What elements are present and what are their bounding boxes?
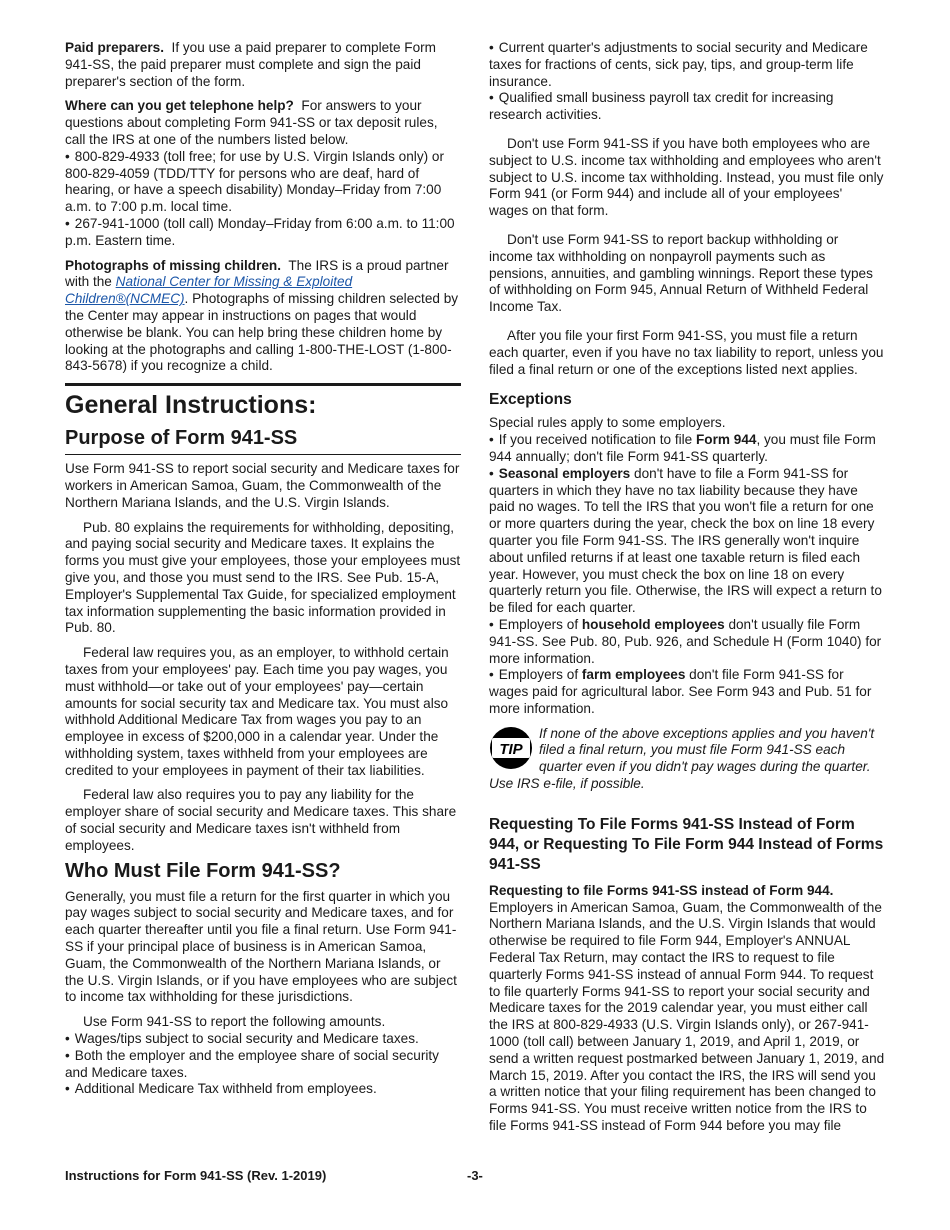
- left-column: [65, 40, 461, 1098]
- exception-bold: household employees: [581, 616, 725, 632]
- requesting-paragraph: [489, 883, 885, 1135]
- phone-help-paragraph: [65, 98, 461, 148]
- missing-children-pre: The IRS is a proud partner with the: [65, 257, 449, 290]
- exception-text: Employers of: [498, 616, 579, 632]
- missing-children-paragraph: [65, 258, 461, 376]
- purpose-paragraph: Pub. 80 explains the requirements for withholding, depositing, and paying social security and Medicare taxes. It explains the forms you must give your employees, those your employees must give you, and those you must send to the IRS. See Pub. 15-A, Employer's Supplemental Tax Guide, for specialized employment tax information supplementing the basic information provided in Pub. 80.: [65, 519, 461, 636]
- paid-preparers-paragraph: [65, 40, 461, 90]
- general-instructions-heading: General Instructions:: [65, 383, 461, 420]
- right-column: [489, 40, 885, 1143]
- body-paragraph: After you file your first Form 941-SS, you must file a return each quarter, even if you have no tax liability to report, unless you filed a final return or one of the exceptions listed next applies.: [489, 327, 884, 377]
- amount-bullet: • Additional Medicare Tax withheld from employees.: [65, 1081, 461, 1098]
- exception-bold: farm employees: [581, 667, 686, 683]
- tip-label: TIP: [499, 740, 523, 758]
- page-footer: [65, 1168, 885, 1183]
- tip-icon: [489, 726, 533, 770]
- who-must-file-heading: Who Must File Form 941-SS?: [65, 859, 341, 882]
- ncmec-link[interactable]: National Center for Missing & Exploited Children®(NCMEC): [65, 274, 353, 307]
- requesting-text: Employers in American Samoa, Guam, the Commonwealth of the Northern Mariana Islands, and the U.S. Virgin Islands that would otherwise be required to file Form 944, Employer's ANNUAL Federal Tax Return, may contact the IRS to request to file quarterly Forms 941-SS instead of annual Form 944. To request to file quarterly Forms 941-SS to report your social security and Medicare taxes for the 2019 calendar year, you must either call the IRS at 800-829-4933 (U.S. Virgin Islands only), or 267-941-1000 (toll call) between January 1, 2019, and April 1, 2019, or send a written request postmarked between January 1, 2019, and March 15, 2019. After you contact the IRS, the IRS will send you a written notice that your filing requirement has been changed to Forms 941-SS. You must receive written notice from the IRS to file Forms 941-SS instead of Form 944 before you may file: [489, 899, 885, 1134]
- exception-bullet: [489, 466, 885, 617]
- exception-text: don't usually file Form 941-SS. See Pub. 80, Pub. 926, and Schedule H (Form 1040) for more information.: [489, 616, 882, 666]
- footer-doc-title: Instructions for Form 941-SS (Rev. 1-2019): [65, 1168, 327, 1183]
- tip-text: If none of the above exceptions applies and you haven't filed a final return, you must file Form 941-SS each quarter even if you didn't pay wages during the quarter. Use IRS e-file, if possible.: [489, 725, 875, 792]
- missing-children-post: . Photographs of missing children selected by the Center may appear in instructions on pages that would otherwise be blank. You can help bring these children home by looking at the photographs and calling 1-800-THE-LOST (1-800-843-5678) if you recognize a child.: [65, 291, 459, 374]
- amount-bullet: • Both the employer and the employee share of social security and Medicare taxes.: [65, 1048, 461, 1082]
- exception-bullet: [489, 617, 885, 667]
- paid-preparers-text: If you use a paid preparer to complete Form 941-SS, the paid preparer must complete and sign the paid preparer's section of the form.: [65, 40, 437, 89]
- missing-children-title: Photographs of missing children.: [65, 257, 282, 273]
- phone-bullet: • 267-941-1000 (toll call) Monday–Friday from 6:00 a.m. to 11:00 p.m. Eastern time.: [65, 216, 461, 250]
- paid-preparers-title: Paid preparers.: [65, 40, 164, 55]
- requesting-subheading: Requesting to file Forms 941-SS instead of Form 944.: [489, 882, 834, 898]
- exception-bullet: [489, 667, 885, 717]
- phone-bullet: • 800-829-4933 (toll free; for use by U.S. Virgin Islands only) or 800-829-4059 (TDD/TTY for persons who are deaf, hard of hearing, or have a speech disability) Monday–Friday from 7:00 a.m. to 7:00 p.m. local time.: [65, 149, 461, 216]
- exception-text: don't have to file a Form 941-SS for quarters in which they have no tax liability because they have paid no wages. To tell the IRS that you won't file a return for one or more quarters during the year, check the box on line 18 every quarter you file Form 941-SS. The IRS generally won't inquire about unfiled returns if at least one taxable return is filed each year. However, you must check the box on line 18 on every quarterly return you file. Otherwise, the IRS will expect a return to be filed for each quarter.: [489, 465, 882, 616]
- phone-help-title: Where can you get telephone help?: [65, 98, 294, 114]
- amount-bullet: • Qualified small business payroll tax credit for increasing research activities.: [489, 90, 885, 124]
- exception-bold: Seasonal employers: [498, 465, 631, 481]
- exception-bold: Form 944: [696, 432, 757, 448]
- purpose-heading: Purpose of Form 941-SS: [65, 426, 461, 455]
- exception-text: If you received notification to file: [498, 432, 693, 448]
- amount-bullet: • Wages/tips subject to social security and Medicare taxes.: [65, 1031, 461, 1048]
- page-number: -3-: [467, 1168, 483, 1183]
- who-paragraph: Generally, you must file a return for the first quarter in which you pay wages subject to social security and Medicare taxes, and for each quarter thereafter until you file a final return. Use Form 941-SS if your principal place of business is in American Samoa, Guam, the Commonwealth of the Northern Mariana Islands, or the U.S. Virgin Islands, or if you have employees who are subject to income tax withholding for these jurisdictions.: [65, 888, 457, 1005]
- body-paragraph: Don't use Form 941-SS to report backup withholding or income tax withholding on nonpayroll payments such as pensions, annuities, and gambling winnings. Report these types of withholding on Form 945, Annual Return of Withheld Federal Income Tax.: [489, 231, 873, 315]
- exceptions-heading: Exceptions: [489, 391, 572, 409]
- purpose-paragraph: Federal law also requires you to pay any liability for the employer share of social security and Medicare taxes. This share of social security and Medicare taxes isn't withheld from employees.: [65, 787, 457, 853]
- amount-bullet: • Current quarter's adjustments to social security and Medicare taxes for fractions of cents, sick pay, tips, and group-term life insurance.: [489, 40, 885, 90]
- requesting-heading: Requesting To File Forms 941-SS Instead of Form 944, or Requesting To File Form 944 Instead of Forms 941-SS: [489, 815, 884, 873]
- exception-bullet: [489, 432, 885, 466]
- body-paragraph: Don't use Form 941-SS if you have both employees who are subject to U.S. income tax withholding and employees who aren't subject to U.S. income tax withholding. Instead, you must file only Form 941 (or Form 944) and include all of your employees' wages on that form.: [489, 135, 884, 219]
- exceptions-intro: Special rules apply to some employers.: [489, 415, 726, 431]
- purpose-paragraph: Use Form 941-SS to report social security and Medicare taxes for workers in American Samoa, Guam, the Commonwealth of the Northern Mariana Islands, and the U.S. Virgin Islands.: [65, 461, 460, 510]
- exception-text: , you must file Form 944 annually; don't file Form 941-SS quarterly.: [489, 432, 876, 464]
- who-paragraph: Use Form 941-SS to report the following amounts.: [83, 1014, 386, 1030]
- purpose-paragraph: Federal law requires you, as an employer, to withhold certain taxes from your employees' pay. Each time you pay wages, you must withhold—or take out of your employees' pay—certain amounts for social security tax and Medicare tax. You must also withhold Additional Medicare Tax from wages you pay to an employee in excess of $200,000 in a calendar year. Under the withholding system, taxes withheld from your employees are credited to your employees in payment of their tax liabilities.: [65, 645, 449, 778]
- exception-text: Employers of: [498, 667, 579, 683]
- tip-box: [489, 726, 885, 793]
- exception-text: don't file Form 941-SS for wages paid for agricultural labor. See Form 943 and Pub. 51 for more information.: [489, 667, 872, 716]
- phone-help-text: For answers to your questions about completing Form 941-SS or tax deposit rules, call the IRS at one of the numbers listed below.: [65, 98, 438, 147]
